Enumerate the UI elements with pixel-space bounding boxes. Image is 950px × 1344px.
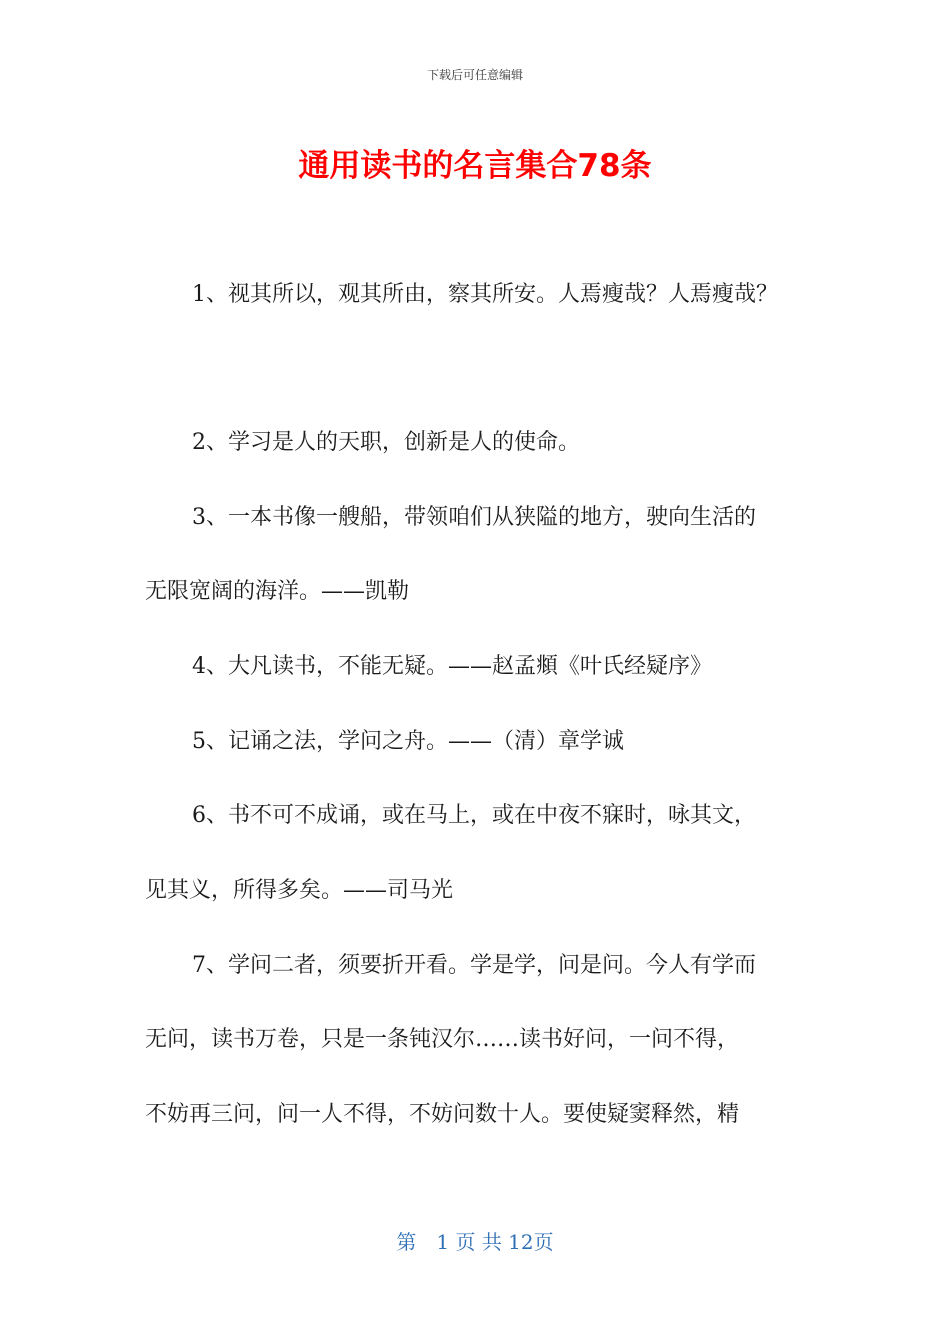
quote-1-line-1: 1、视其所以，观其所由，察其所安。人焉瘦哉？人焉瘦哉？ — [192, 282, 778, 307]
quote-2-line-1: 2、学习是人的天职，创新是人的使命。 — [192, 430, 580, 455]
page-number-footer: 第 1 页 共 12页 — [396, 1230, 554, 1254]
header-note: 下载后可任意编辑 — [426, 68, 523, 82]
quote-4-line-1: 4、大凡读书，不能无疑。——赵孟頫《叶氏经疑序》 — [192, 654, 712, 679]
quote-7-line-2: 无问，读书万卷，只是一条钝汉尔……读书好问，一问不得， — [145, 1027, 740, 1052]
page-title: 通用读书的名言集合78条 — [298, 148, 652, 184]
quote-6-line-1: 6、书不可不成诵，或在马上，或在中夜不寐时，咏其文， — [192, 803, 756, 828]
quote-3-line-1: 3、一本书像一艘船，带领咱们从狭隘的地方，驶向生活的 — [192, 505, 756, 530]
quote-7-line-3: 不妨再三问，问一人不得，不妨问数十人。要使疑窦释然，精 — [145, 1102, 740, 1127]
quote-6-line-2: 见其义，所得多矣。——司马光 — [145, 878, 454, 903]
quote-7-line-1: 7、学问二者，须要折开看。学是学，问是问。今人有学而 — [192, 953, 756, 978]
quote-5-line-1: 5、记诵之法，学问之舟。——（清）章学诚 — [192, 729, 624, 754]
quote-3-line-2: 无限宽阔的海洋。——凯勒 — [145, 579, 410, 604]
